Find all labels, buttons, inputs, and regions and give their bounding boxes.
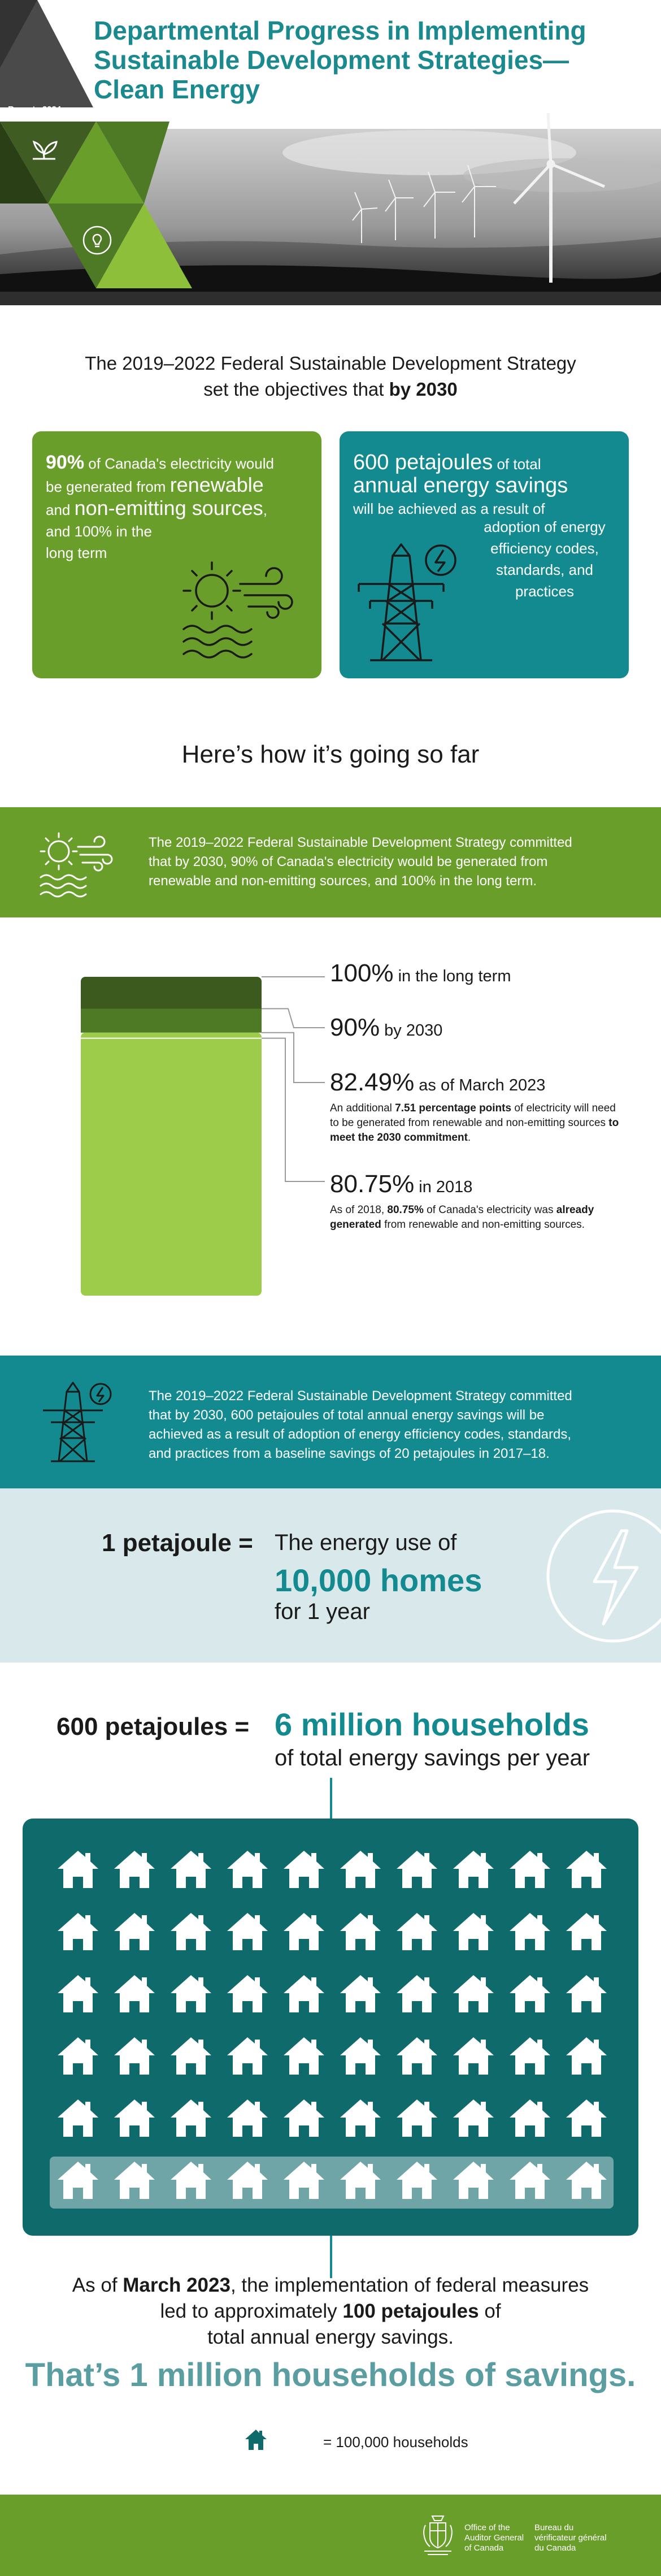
house-icon [284, 1975, 324, 2012]
electricity-commitment-band [0, 807, 661, 917]
house-icon [397, 1975, 437, 2012]
electricity-commitment-text: The 2019–2022 Federal Sustainable Development Strategy committed that by 2030, 90% of Canada's electricity would be generated from renewable and non-emitting sources, and 100% in the long term. [149, 835, 572, 889]
lightning-icon [542, 1505, 661, 1647]
progress-note-current: An additional 7.51 percentage points of electricity will need to be generated from renewable and non-emitting sources to meet the 2030 commitment. [330, 1102, 619, 1144]
bar-segment-achieved [81, 1033, 262, 1296]
coat-of-arms-icon [421, 2513, 455, 2558]
house-icon [171, 2162, 211, 2199]
plant-icon [28, 133, 62, 167]
connector-line [330, 2236, 332, 2278]
house-icon [397, 2037, 437, 2075]
house-icon [284, 2037, 324, 2075]
house-icon [453, 2037, 494, 2075]
house-icon [453, 1913, 494, 1950]
house-icon [227, 2099, 268, 2137]
progress-note-2018: As of 2018, 80.75% of Canada's electricity was already generated from renewable and non-emitting sources. [330, 1204, 594, 1231]
power-tower-icon [40, 1379, 119, 1464]
house-icon [114, 2037, 155, 2075]
duration-label: for 1 year [275, 1599, 370, 1624]
energy-savings-commitment-text: The 2019–2022 Federal Sustainable Development Strategy committed that by 2030, 600 petajoules of total annual energy savings will be achieved as a result of adoption of energy efficiency codes, standards, and practices from a baseline savings of 20 petajoules in 2017–18. [149, 1388, 572, 1461]
sun-wind-water-icon [178, 556, 302, 663]
house-icon [114, 1975, 155, 2012]
house-icon [340, 1913, 381, 1950]
house-icon [397, 1851, 437, 1888]
house-icon [171, 1975, 211, 2012]
report-header [0, 0, 661, 305]
house-icon [58, 1913, 98, 1950]
petajoule-explainer [0, 1488, 661, 1663]
house-icon [397, 1913, 437, 1950]
power-tower-icon [353, 539, 466, 669]
600-petajoule-equation: 600 petajoules = [56, 1713, 250, 1741]
house-icon [397, 2099, 437, 2137]
house-icon [566, 1975, 607, 2012]
savings-label: of total energy savings per year [275, 1746, 590, 1770]
house-icon [171, 1851, 211, 1888]
sun-wind-water-icon [36, 829, 121, 899]
house-icon [114, 1913, 155, 1950]
bar-segment-2030 [81, 1008, 262, 1032]
lightbulb-icon [82, 225, 112, 256]
house-icon [114, 2099, 155, 2137]
house-icon [244, 2428, 268, 2451]
closing-statement: As of March 2023, the implementation of federal measures led to approximately 100 petajoules of total annual energy savings. [72, 2274, 589, 2348]
house-icon [227, 1851, 268, 1888]
house-icon [510, 1913, 550, 1950]
house-icon [453, 1851, 494, 1888]
connector-line [330, 1778, 332, 1820]
bar-segment-long-term [81, 977, 262, 1013]
section-title-progress: Here’s how it’s going so far [181, 741, 480, 768]
leader-current [262, 1033, 325, 1083]
house-icon [566, 2162, 607, 2199]
house-icon [114, 2162, 155, 2199]
house-icon [171, 2037, 211, 2075]
electricity-progress-bar [0, 950, 328, 1311]
footer-name-french: Bureau du vérificateur général du Canada [534, 2523, 607, 2553]
house-icon [284, 2162, 324, 2199]
house-icon [510, 2162, 550, 2199]
progress-label-current: 82.49% as of March 2023 [330, 1068, 546, 1096]
house-icon [453, 2162, 494, 2199]
footer-name-english: Office of the Auditor General of Canada [464, 2523, 524, 2553]
house-icon [58, 2162, 98, 2199]
house-icon [510, 1851, 550, 1888]
leader-2030 [262, 1008, 325, 1028]
house-icon [227, 1913, 268, 1950]
house-icon [453, 2099, 494, 2137]
households-count: 6 million households [275, 1707, 589, 1742]
house-icon [227, 1975, 268, 2012]
house-icon [227, 2162, 268, 2199]
legend-label: = 100,000 households [323, 2434, 468, 2451]
house-icon [510, 2037, 550, 2075]
house-icon [284, 1851, 324, 1888]
house-icon [340, 1851, 381, 1888]
electricity-objective-card: 90% of Canada's electricity would be generated from renewable and non-emitting sources, and 100% in the long term [32, 431, 321, 678]
house-icon [171, 1913, 211, 1950]
house-icon [510, 1975, 550, 2012]
house-icon [340, 2099, 381, 2137]
house-icon [58, 2099, 98, 2137]
house-icon [58, 1851, 98, 1888]
household-icons-grid [50, 1843, 615, 2210]
house-icon [227, 2037, 268, 2075]
progress-label-2018: 80.75% in 2018 [330, 1170, 473, 1198]
house-icon [397, 2162, 437, 2199]
house-icon [453, 1975, 494, 2012]
petajoule-equation: 1 petajoule = [102, 1529, 253, 1557]
house-icon [284, 1913, 324, 1950]
house-icon [171, 2099, 211, 2137]
house-icon [510, 2099, 550, 2137]
progress-label-long-term: 100% in the long term [330, 959, 511, 987]
house-icon [566, 1851, 607, 1888]
house-icon [58, 1975, 98, 2012]
house-icon [340, 2037, 381, 2075]
energy-savings-objective-card: 600 petajoules of total annual energy savings will be achieved as a result of adoption of energy efficiency codes, standards, and practices [340, 431, 629, 678]
house-icon [340, 2162, 381, 2199]
energy-use-label: The energy use of [275, 1530, 457, 1555]
house-icon [58, 2037, 98, 2075]
house-icon [114, 1851, 155, 1888]
energy-savings-commitment-band [0, 1356, 661, 1488]
house-icon [566, 2099, 607, 2137]
progress-label-2030: 90% by 2030 [330, 1014, 443, 1041]
intro-statement: The 2019–2022 Federal Sustainable Development Strategy set the objectives that by 2030 [85, 353, 576, 400]
house-icon [566, 2037, 607, 2075]
house-icon [566, 1913, 607, 1950]
page-title: Departmental Progress in Implementing Sustainable Development Strategies— Clean Energy [94, 16, 586, 104]
reports-year-label: Reports 2024 [8, 105, 62, 114]
footer-band [0, 2495, 661, 2576]
house-icon [284, 2099, 324, 2137]
house-icon [340, 1975, 381, 2012]
homes-count: 10,000 homes [275, 1562, 482, 1598]
closing-highlight: That’s 1 million households of savings. [25, 2357, 636, 2393]
